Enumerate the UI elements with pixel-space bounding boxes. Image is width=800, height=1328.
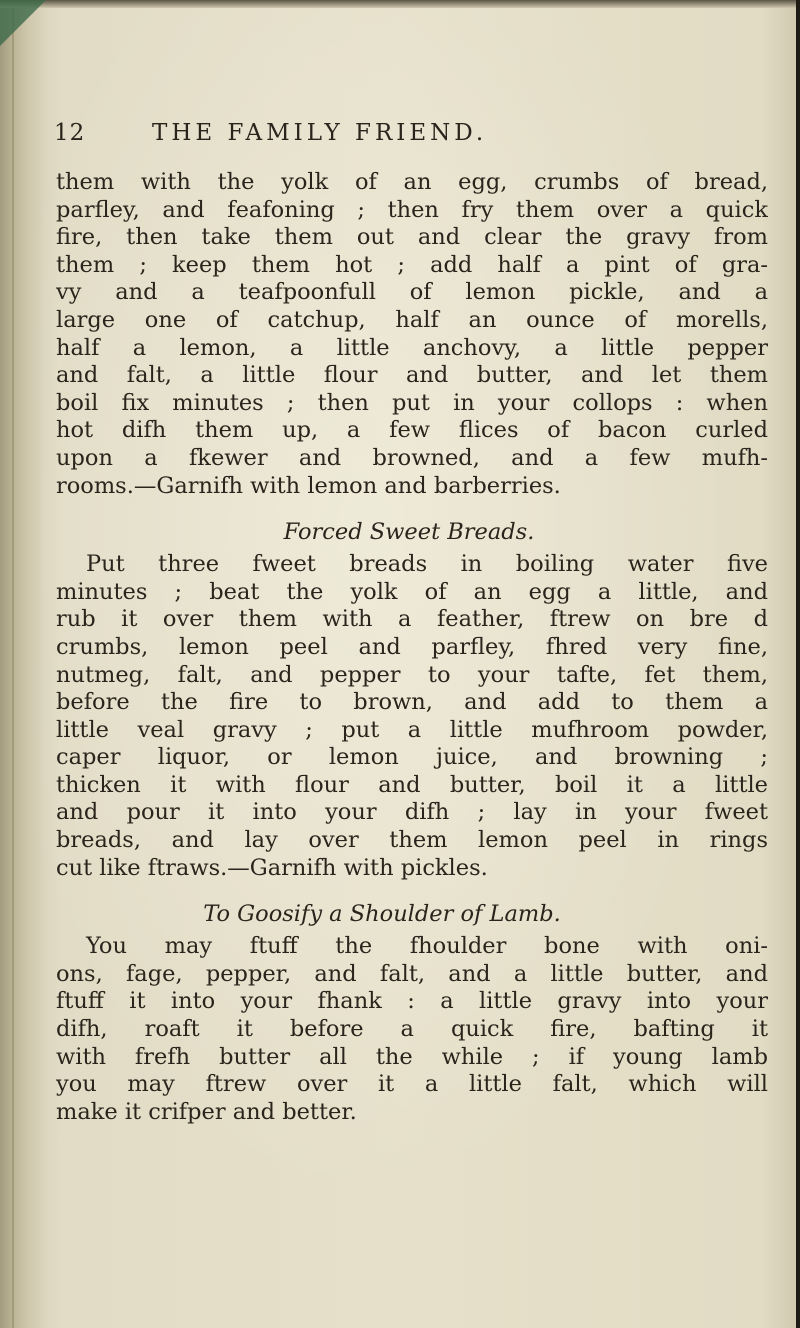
page-top-edge xyxy=(0,0,800,8)
recipe-heading-goosify-lamb: To Goosify a Shoulder of Lamb. xyxy=(203,901,561,928)
page-number: 12 xyxy=(54,120,86,146)
text-line: nutmeg, falt, and pepper to your tafte, fet them, xyxy=(56,661,768,688)
text-line: parfley, and feafoning ; then fry them over a quick xyxy=(56,196,768,223)
recipe-heading-forced-sweet-breads: Forced Sweet Breads. xyxy=(283,519,535,546)
text-line: and pour it into your difh ; lay in your fweet xyxy=(56,799,768,826)
text-line: them with the yolk of an egg, crumbs of bread, xyxy=(56,169,768,195)
text-line: minutes ; beat the yolk of an egg a little, and xyxy=(56,578,768,605)
text-line: thicken it with flour and butter, boil it a little xyxy=(56,771,768,798)
page-header xyxy=(54,120,774,156)
text-line: ons, fage, pepper, and falt, and a little butter, and xyxy=(56,960,768,987)
text-line: rub it over them with a feather, ftrew on bre d xyxy=(56,606,768,633)
text-line: fire, then take them out and clear the gravy from xyxy=(56,224,768,251)
paragraph-sweet-breads xyxy=(56,551,768,882)
text-line: difh, roaft it before a quick fire, bafting it xyxy=(56,1016,768,1043)
text-line: you may ftrew over it a little falt, which will xyxy=(56,1071,768,1098)
text-line: hot difh them up, a few flices of bacon curled xyxy=(56,417,768,444)
text-line: little veal gravy ; put a little mufhroom powder, xyxy=(56,716,768,743)
text-line: Put three fweet breads in boiling water five xyxy=(86,551,768,578)
text-line: make it crifper and better. xyxy=(56,1098,357,1125)
text-line: crumbs, lemon peel and parfley, fhred very fine, xyxy=(56,633,768,660)
text-line: before the fire to brown, and add to them a xyxy=(56,689,768,716)
text-line: breads, and lay over them lemon peel in rings xyxy=(56,827,768,854)
text-line: upon a fkewer and browned, and a few mufh- xyxy=(56,444,768,471)
text-line: them ; keep them hot ; add half a pint of gra- xyxy=(56,251,768,278)
text-line: vy and a teafpoonfull of lemon pickle, and a xyxy=(56,279,768,306)
running-head: THE FAMILY FRIEND. xyxy=(152,120,488,146)
text-line: cut like ftraws.—Garnifh with pickles. xyxy=(56,854,488,881)
page-right-edge xyxy=(796,0,800,1328)
binding-line xyxy=(12,0,14,1328)
text-line: You may ftuff the fhoulder bone with oni- xyxy=(86,933,768,960)
text-line: with frefh butter all the while ; if young lamb xyxy=(56,1043,768,1070)
text-line: rooms.—Garnifh with lemon and barberries. xyxy=(56,472,561,499)
paragraph-collops xyxy=(56,169,768,500)
corner-fold xyxy=(0,0,46,46)
text-line: and falt, a little flour and butter, and let them xyxy=(56,362,768,389)
text-line: boil fix minutes ; then put in your collops : when xyxy=(56,389,768,416)
binding-gutter xyxy=(0,0,44,1328)
text-line: caper liquor, or lemon juice, and browning ; xyxy=(56,744,768,771)
text-line: ftuff it into your fhank : a little gravy into your xyxy=(56,988,768,1015)
paragraph-shoulder-of-lamb xyxy=(56,933,768,1126)
text-line: large one of catchup, half an ounce of morells, xyxy=(56,306,768,333)
text-line: half a lemon, a little anchovy, a little pepper xyxy=(56,334,768,361)
page-body xyxy=(56,169,768,1126)
